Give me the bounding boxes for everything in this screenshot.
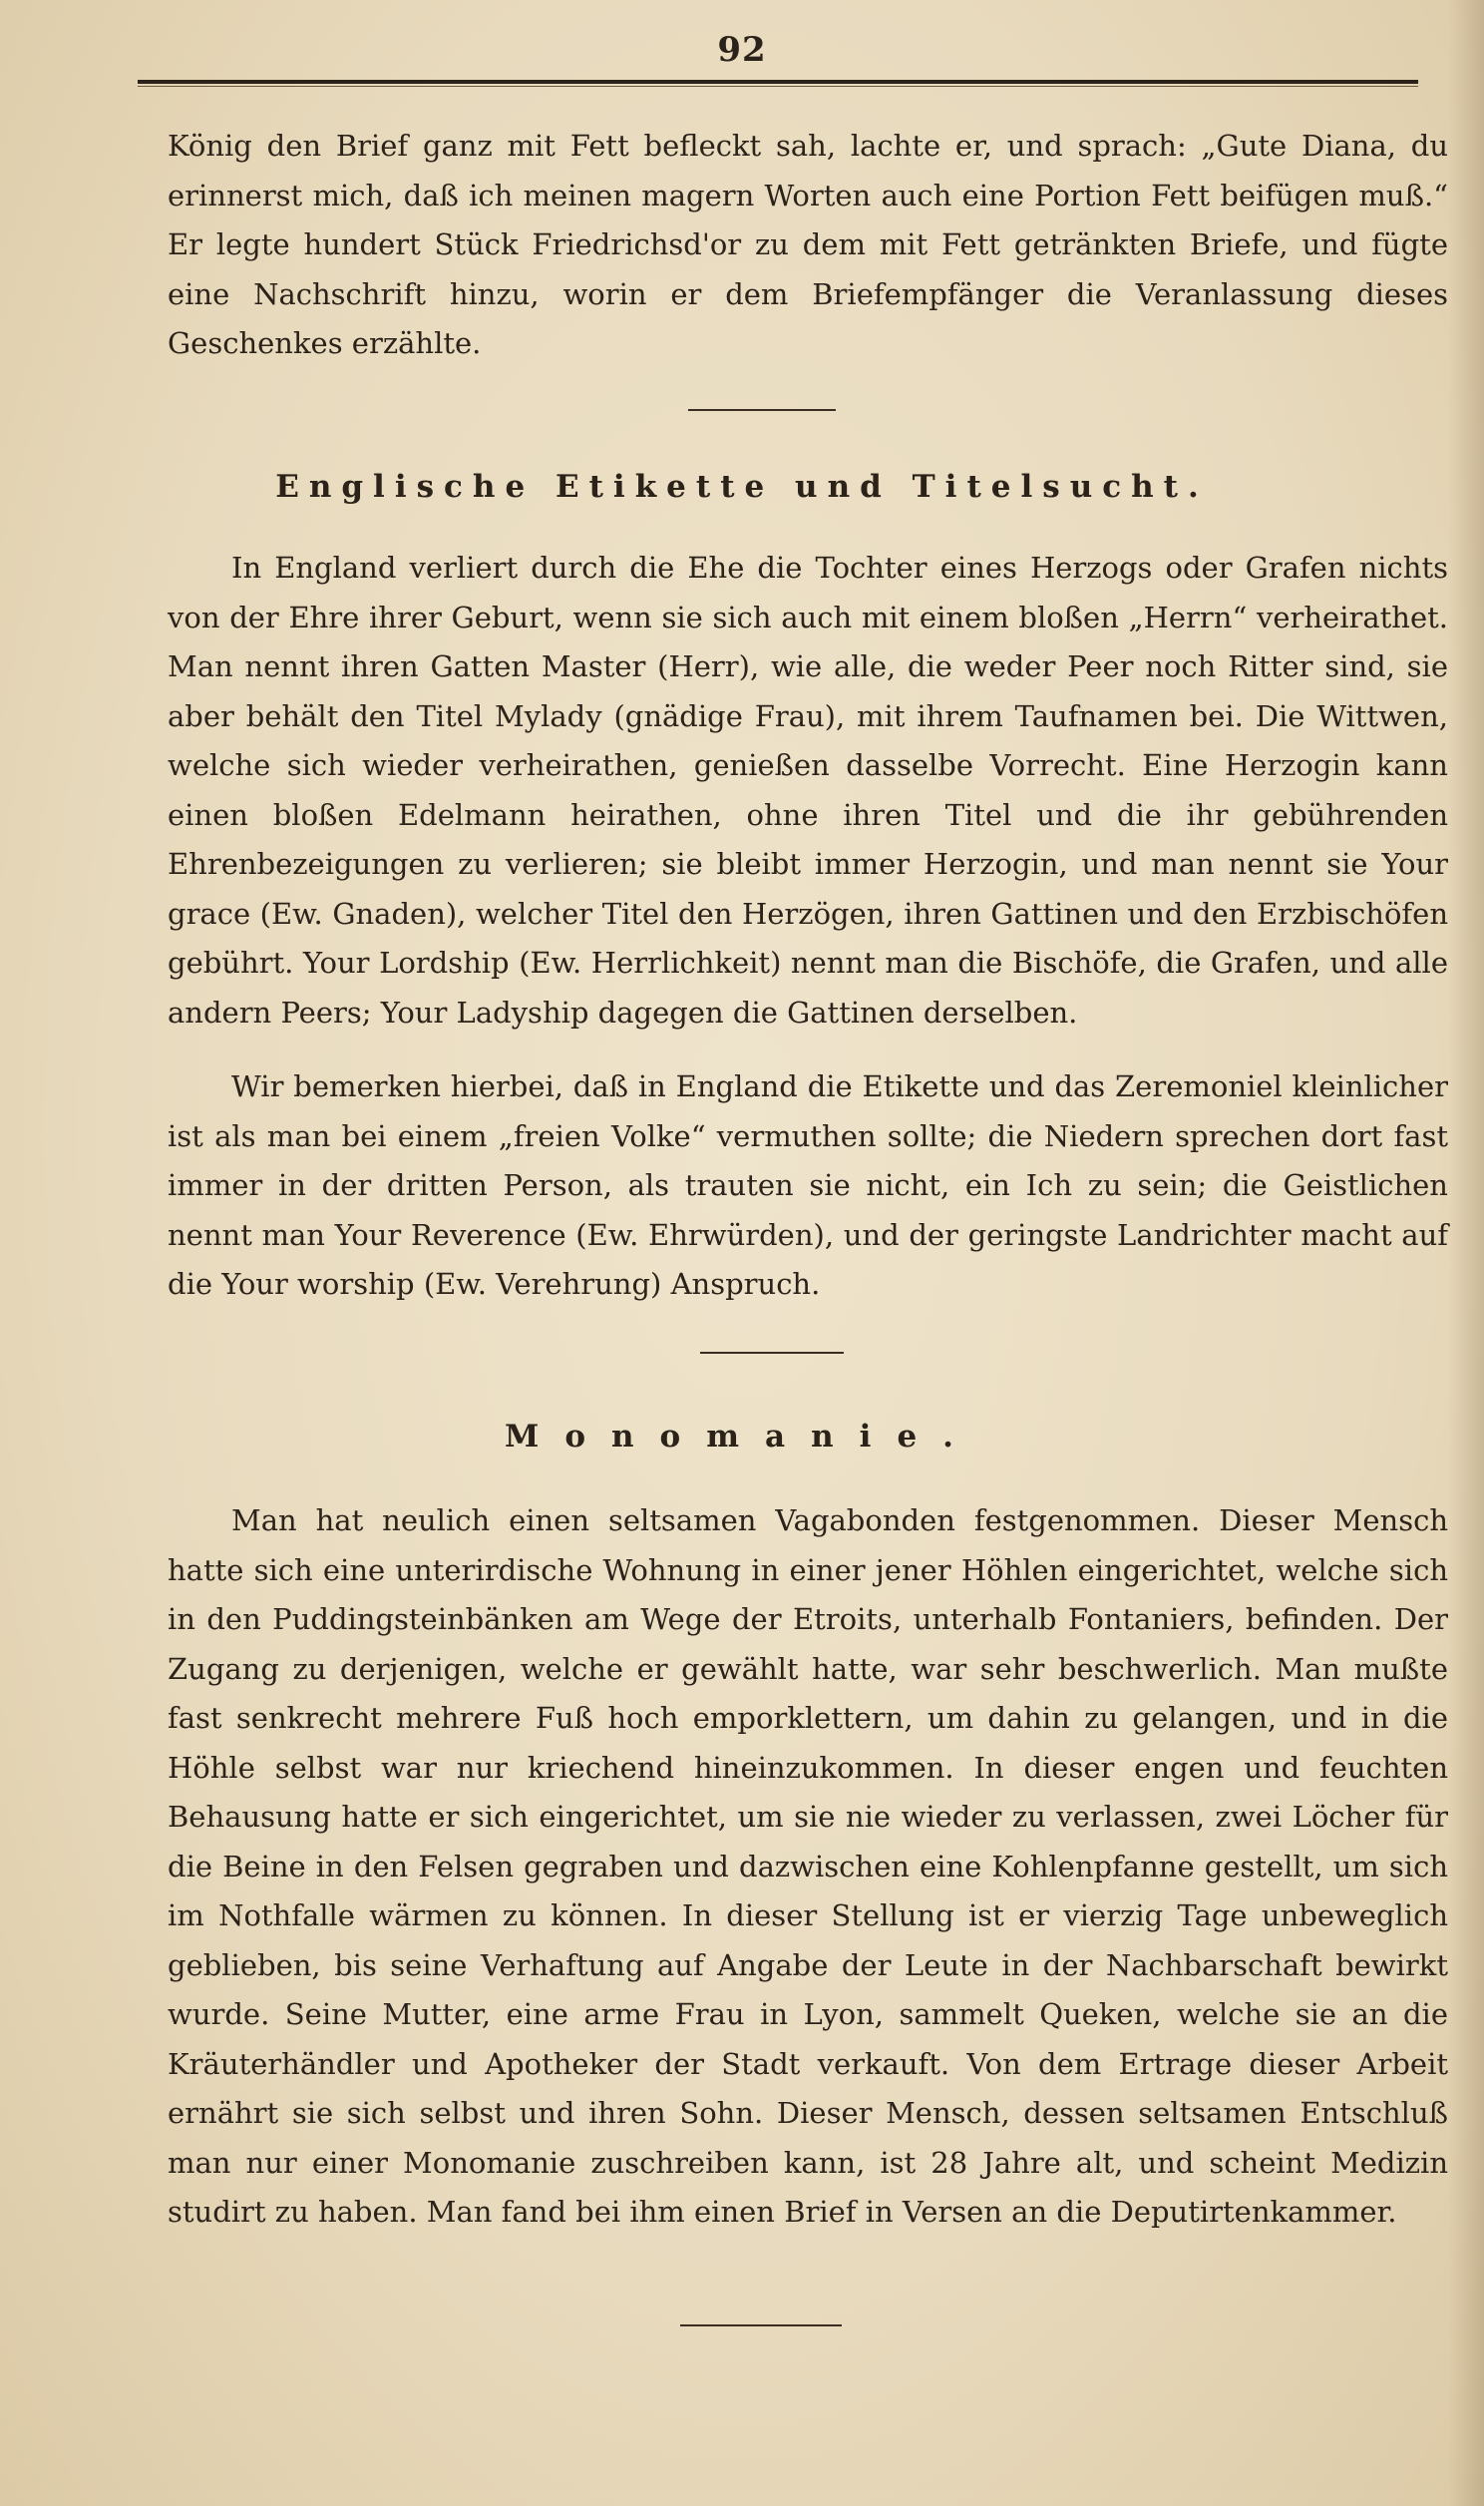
header-rule: [138, 80, 1418, 84]
paragraph-etikette-1: In England verliert durch die Ehe die Tochter eines Herzogs oder Grafen nichts von der Ehre ihrer Geburt, wenn sie sich auch mit einem bloßen „Herrn“ verheirathet. Man nennt ihren Gatten Master (Herr), wie alle, die weder Peer noch Ritter sind, sie aber behält den Titel Mylady (gnädige Frau), mit ihrem Taufnamen bei. Die Wittwen, welche sich wieder verheirathen, genießen dasselbe Vorrecht. Eine Herzogin kann einen bloßen Edelmann heirathen, ohne ihren Titel und die ihr gebührenden Ehrenbezeigungen zu verlieren; sie bleibt immer Herzogin, und man nennt sie Your grace (Ew. Gnaden), welcher Titel den Herzögen, ihren Gattinen und den Erzbischöfen gebührt. Your Lordship (Ew. Herrlichkeit) nennt man die Bischöfe, die Grafen, und alle andern Peers; Your Ladyship dagegen die Gattinen derselben.: [168, 551, 1448, 1030]
section-title-monomanie: Monomanie.: [505, 1419, 979, 1455]
section-divider: [700, 1352, 844, 1354]
paragraph-monomanie: Man hat neulich einen seltsamen Vagabonden festgenommen. Dieser Mensch hatte sich eine unterirdische Wohnung in einer jener Höhlen eingerichtet, welche sich in den Puddingsteinbänken am Wege der Etroits, unterhalb Fontaniers, befinden. Der Zugang zu derjenigen, welche er gewählt hatte, war sehr beschwerlich. Man mußte fast senkrecht mehrere Fuß hoch emporklettern, um dahin zu gelangen, und in die Höhle selbst war nur kriechend hineinzukommen. In dieser engen und feuchten Behausung hatte er sich eingerichtet, um sie nie wieder zu verlassen, zwei Löcher für die Beine in den Felsen gegraben und dazwischen eine Kohlenpfanne gestellt, um sich im Nothfalle wärmen zu können. In dieser Stellung ist er vierzig Tage unbeweglich geblieben, bis seine Verhaftung auf Angabe der Leute in der Nachbarschaft bewirkt wurde. Seine Mutter, eine arme Frau in Lyon, sammelt Queken, welche sie an die Kräuterhändler und Apotheker der Stadt verkauft. Von dem Ertrage dieser Arbeit ernährt sie sich selbst und ihren Sohn. Dieser Mensch, dessen seltsamen Entschluß man nur einer Monomanie zuschreiben kann, ist 28 Jahre alt, und scheint Medizin studirt zu haben. Man fand bei ihm einen Brief in Versen an die Deputirtenkammer.: [168, 1503, 1448, 2229]
paragraph-continuation: König den Brief ganz mit Fett befleckt sah, lachte er, und sprach: „Gute Diana, du erinnerst mich, daß ich meinen magern Worten auch eine Portion Fett beifügen muß.“ Er legte hundert Stück Friedrichsd'or zu dem mit Fett getränkten Briefe, und fügte eine Nachschrift hinzu, worin er dem Briefempfänger die Veranlassung dieses Geschenkes erzählte.: [168, 129, 1448, 360]
page-number: 92: [717, 30, 767, 70]
section-divider: [688, 409, 836, 411]
header-rule-thin: [138, 86, 1418, 87]
section-title-etikette: Englische Etikette und Titelsucht.: [275, 469, 1209, 505]
section-divider: [680, 2324, 842, 2326]
paragraph-etikette-2: Wir bemerken hierbei, daß in England die Etikette und das Zeremoniel kleinlicher ist als man bei einem „freien Volke“ vermuthen sollte; die Niedern sprechen dort fast immer in der dritten Person, als trauten sie nicht, ein Ich zu sein; die Geistlichen nennt man Your Reverence (Ew. Ehrwürden), und der geringste Landrichter macht auf die Your worship (Ew. Verehrung) Anspruch.: [168, 1069, 1448, 1301]
